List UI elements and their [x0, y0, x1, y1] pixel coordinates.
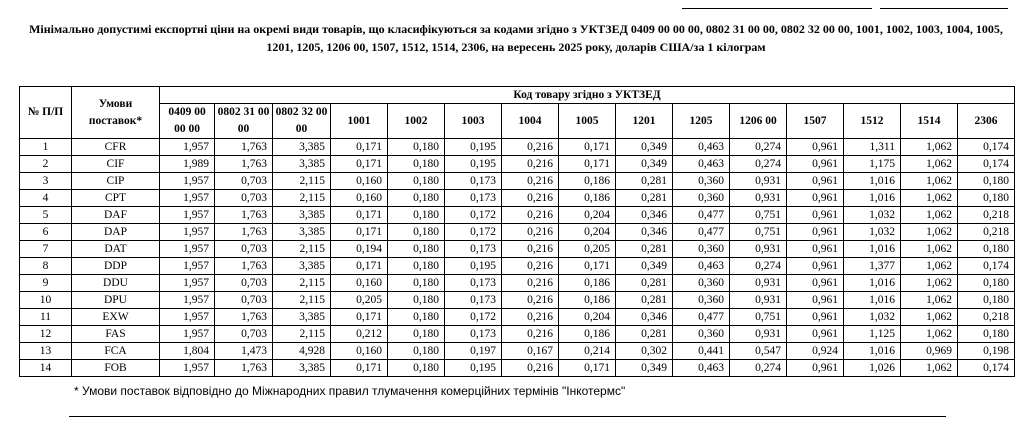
price-cell: 2,115 — [273, 173, 331, 190]
price-cell: 1,957 — [160, 241, 215, 258]
price-cell: 2,115 — [273, 241, 331, 258]
price-cell: 0,360 — [673, 326, 730, 343]
price-cell: 0,346 — [616, 309, 673, 326]
price-cell: 0,218 — [958, 309, 1015, 326]
price-cell: 0,703 — [215, 275, 273, 292]
price-cell: 0,281 — [616, 326, 673, 343]
row-number: 14 — [20, 360, 72, 377]
price-cell: 0,180 — [388, 190, 445, 207]
row-delivery-term: FCA — [72, 343, 160, 360]
price-cell: 0,171 — [559, 258, 616, 275]
price-cell: 0,349 — [616, 139, 673, 156]
price-cell: 0,216 — [502, 275, 559, 292]
table-row — [20, 360, 1015, 377]
header-code-6: 1004 — [502, 104, 559, 139]
header-code-8: 1201 — [616, 104, 673, 139]
price-cell: 1,016 — [844, 275, 901, 292]
price-cell: 0,703 — [215, 292, 273, 309]
price-cell: 0,167 — [502, 343, 559, 360]
table-row — [20, 156, 1015, 173]
row-number: 12 — [20, 326, 72, 343]
price-cell: 0,360 — [673, 292, 730, 309]
price-cell: 0,751 — [730, 207, 787, 224]
price-cell: 0,180 — [388, 275, 445, 292]
price-cell: 1,763 — [215, 224, 273, 241]
price-cell: 0,463 — [673, 258, 730, 275]
price-cell: 0,349 — [616, 156, 673, 173]
price-cell: 1,957 — [160, 275, 215, 292]
price-cell: 0,186 — [559, 190, 616, 207]
price-cell: 1,016 — [844, 292, 901, 309]
price-cell: 0,171 — [331, 224, 388, 241]
price-cell: 0,969 — [901, 343, 958, 360]
bottom-rule — [69, 416, 946, 417]
price-cell: 0,171 — [331, 156, 388, 173]
price-cell: 0,180 — [388, 139, 445, 156]
price-cell: 0,172 — [445, 309, 502, 326]
price-cell: 0,198 — [958, 343, 1015, 360]
price-cell: 1,032 — [844, 207, 901, 224]
price-cell: 2,115 — [273, 292, 331, 309]
price-cell: 0,931 — [730, 190, 787, 207]
price-cell: 0,172 — [445, 207, 502, 224]
price-cell: 1,032 — [844, 224, 901, 241]
price-cell: 0,180 — [388, 207, 445, 224]
row-delivery-term: CIF — [72, 156, 160, 173]
row-number: 4 — [20, 190, 72, 207]
price-cell: 0,171 — [559, 360, 616, 377]
price-cell: 0,477 — [673, 309, 730, 326]
price-cell: 0,173 — [445, 275, 502, 292]
row-delivery-term: EXW — [72, 309, 160, 326]
price-cell: 0,216 — [502, 292, 559, 309]
price-cell: 0,281 — [616, 292, 673, 309]
price-cell: 1,957 — [160, 207, 215, 224]
price-cell: 0,205 — [331, 292, 388, 309]
price-cell: 0,703 — [215, 241, 273, 258]
price-cell: 0,186 — [559, 173, 616, 190]
price-cell: 0,180 — [958, 275, 1015, 292]
price-cell: 0,180 — [388, 326, 445, 343]
header-code-1: 0802 31 00 00 — [215, 104, 273, 139]
price-cell: 1,311 — [844, 139, 901, 156]
price-cell: 0,216 — [502, 360, 559, 377]
footnote: * Умови поставок відповідно до Міжнародних правил тлумачення комерційних термінів "Інкотермс" — [74, 384, 626, 398]
price-cell: 0,302 — [616, 343, 673, 360]
header-code-4: 1002 — [388, 104, 445, 139]
header-code-11: 1507 — [787, 104, 844, 139]
price-cell: 0,186 — [559, 292, 616, 309]
price-cell: 0,216 — [502, 224, 559, 241]
price-cell: 0,195 — [445, 156, 502, 173]
price-cell: 1,032 — [844, 309, 901, 326]
row-number: 11 — [20, 309, 72, 326]
price-cell: 0,194 — [331, 241, 388, 258]
price-cell: 0,174 — [958, 258, 1015, 275]
price-cell: 0,360 — [673, 241, 730, 258]
price-cell: 0,195 — [445, 360, 502, 377]
price-cell: 3,385 — [273, 258, 331, 275]
price-cell: 0,924 — [787, 343, 844, 360]
price-cell: 0,173 — [445, 326, 502, 343]
row-number: 1 — [20, 139, 72, 156]
header-number: № П/П — [20, 87, 72, 139]
price-cell: 3,385 — [273, 224, 331, 241]
price-cell: 0,477 — [673, 207, 730, 224]
price-cell: 0,212 — [331, 326, 388, 343]
price-cell: 0,174 — [958, 139, 1015, 156]
table-body — [20, 139, 1015, 377]
price-cell: 0,171 — [331, 207, 388, 224]
signature-line-left — [682, 8, 872, 9]
price-cell: 1,957 — [160, 360, 215, 377]
price-cell: 0,961 — [787, 360, 844, 377]
price-cell: 3,385 — [273, 207, 331, 224]
table-row — [20, 275, 1015, 292]
price-cell: 0,180 — [958, 190, 1015, 207]
row-number: 9 — [20, 275, 72, 292]
price-cell: 0,463 — [673, 139, 730, 156]
row-delivery-term: FOB — [72, 360, 160, 377]
price-cell: 0,216 — [502, 173, 559, 190]
price-cell: 0,961 — [787, 241, 844, 258]
price-cell: 0,173 — [445, 292, 502, 309]
price-cell: 0,186 — [559, 275, 616, 292]
row-delivery-term: DAP — [72, 224, 160, 241]
price-cell: 0,174 — [958, 156, 1015, 173]
price-cell: 0,751 — [730, 224, 787, 241]
price-cell: 0,171 — [331, 309, 388, 326]
price-cell: 0,180 — [958, 173, 1015, 190]
header-code-5: 1003 — [445, 104, 502, 139]
header-code-9: 1205 — [673, 104, 730, 139]
price-cell: 0,463 — [673, 360, 730, 377]
table-row — [20, 207, 1015, 224]
price-cell: 0,931 — [730, 241, 787, 258]
price-cell: 0,441 — [673, 343, 730, 360]
price-cell: 2,115 — [273, 326, 331, 343]
price-cell: 0,216 — [502, 326, 559, 343]
header-code-0: 0409 00 00 00 — [160, 104, 215, 139]
row-delivery-term: CPT — [72, 190, 160, 207]
price-cell: 1,473 — [215, 343, 273, 360]
price-cell: 0,216 — [502, 241, 559, 258]
price-cell: 1,763 — [215, 360, 273, 377]
price-cell: 1,016 — [844, 241, 901, 258]
price-table — [19, 86, 1015, 377]
price-cell: 0,931 — [730, 275, 787, 292]
price-cell: 1,957 — [160, 173, 215, 190]
price-cell: 3,385 — [273, 309, 331, 326]
row-number: 6 — [20, 224, 72, 241]
price-cell: 0,281 — [616, 190, 673, 207]
price-cell: 1,062 — [901, 309, 958, 326]
price-cell: 0,180 — [388, 360, 445, 377]
signature-line-right — [880, 8, 1008, 9]
price-cell: 0,547 — [730, 343, 787, 360]
table-row — [20, 224, 1015, 241]
price-cell: 2,115 — [273, 275, 331, 292]
price-cell: 0,173 — [445, 190, 502, 207]
price-cell: 0,961 — [787, 258, 844, 275]
price-cell: 1,175 — [844, 156, 901, 173]
price-cell: 1,016 — [844, 343, 901, 360]
price-cell: 1,062 — [901, 190, 958, 207]
row-delivery-term: DDU — [72, 275, 160, 292]
price-cell: 0,703 — [215, 190, 273, 207]
price-cell: 0,180 — [388, 292, 445, 309]
price-cell: 4,928 — [273, 343, 331, 360]
row-number: 5 — [20, 207, 72, 224]
price-cell: 0,961 — [787, 292, 844, 309]
price-cell: 0,180 — [958, 326, 1015, 343]
price-cell: 1,016 — [844, 190, 901, 207]
price-cell: 0,961 — [787, 173, 844, 190]
price-cell: 3,385 — [273, 360, 331, 377]
price-cell: 0,172 — [445, 224, 502, 241]
header-code-2: 0802 32 00 00 — [273, 104, 331, 139]
header-code-3: 1001 — [331, 104, 388, 139]
price-cell: 0,171 — [559, 139, 616, 156]
price-cell: 0,180 — [388, 241, 445, 258]
table-row — [20, 241, 1015, 258]
price-cell: 1,763 — [215, 258, 273, 275]
price-cell: 3,385 — [273, 139, 331, 156]
table-row — [20, 173, 1015, 190]
price-cell: 0,171 — [331, 139, 388, 156]
price-cell: 0,180 — [958, 241, 1015, 258]
price-cell: 0,961 — [787, 275, 844, 292]
price-cell: 1,763 — [215, 139, 273, 156]
price-cell: 1,377 — [844, 258, 901, 275]
price-cell: 1,804 — [160, 343, 215, 360]
price-cell: 0,180 — [388, 224, 445, 241]
price-cell: 0,180 — [388, 343, 445, 360]
row-delivery-term: FAS — [72, 326, 160, 343]
price-cell: 1,763 — [215, 207, 273, 224]
price-cell: 1,062 — [901, 207, 958, 224]
price-cell: 0,961 — [787, 139, 844, 156]
price-cell: 0,931 — [730, 292, 787, 309]
price-cell: 1,062 — [901, 241, 958, 258]
price-cell: 0,160 — [331, 173, 388, 190]
price-cell: 0,180 — [388, 156, 445, 173]
price-cell: 0,961 — [787, 224, 844, 241]
row-number: 8 — [20, 258, 72, 275]
row-delivery-term: DDP — [72, 258, 160, 275]
price-cell: 0,216 — [502, 139, 559, 156]
price-cell: 1,062 — [901, 156, 958, 173]
header-code-13: 1514 — [901, 104, 958, 139]
price-cell: 0,346 — [616, 224, 673, 241]
price-cell: 0,703 — [215, 173, 273, 190]
price-cell: 0,205 — [559, 241, 616, 258]
price-cell: 1,957 — [160, 139, 215, 156]
price-cell: 0,180 — [388, 173, 445, 190]
price-cell: 0,216 — [502, 190, 559, 207]
price-cell: 0,216 — [502, 207, 559, 224]
price-cell: 1,016 — [844, 173, 901, 190]
price-cell: 0,160 — [331, 343, 388, 360]
price-cell: 1,125 — [844, 326, 901, 343]
price-cell: 0,346 — [616, 207, 673, 224]
price-cell: 0,360 — [673, 173, 730, 190]
price-cell: 0,961 — [787, 326, 844, 343]
price-cell: 0,216 — [502, 309, 559, 326]
price-cell: 0,186 — [559, 326, 616, 343]
header-product-code-group: Код товару згідно з УКТЗЕД — [160, 87, 1015, 104]
price-cell: 2,115 — [273, 190, 331, 207]
price-cell: 0,274 — [730, 139, 787, 156]
price-cell: 0,477 — [673, 224, 730, 241]
row-number: 7 — [20, 241, 72, 258]
price-cell: 0,204 — [559, 207, 616, 224]
row-delivery-term: DPU — [72, 292, 160, 309]
price-cell: 0,281 — [616, 173, 673, 190]
price-cell: 0,360 — [673, 275, 730, 292]
price-cell: 1,957 — [160, 190, 215, 207]
row-delivery-term: CIP — [72, 173, 160, 190]
price-cell: 1,957 — [160, 292, 215, 309]
price-cell: 0,703 — [215, 326, 273, 343]
price-cell: 0,360 — [673, 190, 730, 207]
price-cell: 0,961 — [787, 207, 844, 224]
price-cell: 0,931 — [730, 326, 787, 343]
price-cell: 0,349 — [616, 360, 673, 377]
price-cell: 1,957 — [160, 258, 215, 275]
row-delivery-term: DAT — [72, 241, 160, 258]
header-code-12: 1512 — [844, 104, 901, 139]
price-cell: 1,957 — [160, 326, 215, 343]
price-cell: 1,062 — [901, 326, 958, 343]
price-cell: 0,171 — [331, 258, 388, 275]
price-cell: 3,385 — [273, 156, 331, 173]
price-cell: 0,173 — [445, 241, 502, 258]
price-cell: 1,957 — [160, 309, 215, 326]
price-cell: 0,274 — [730, 258, 787, 275]
header-code-row — [20, 104, 1015, 139]
price-cell: 1,062 — [901, 139, 958, 156]
price-cell: 0,218 — [958, 207, 1015, 224]
price-cell: 0,349 — [616, 258, 673, 275]
price-cell: 1,763 — [215, 309, 273, 326]
price-cell: 0,751 — [730, 309, 787, 326]
price-cell: 0,281 — [616, 275, 673, 292]
price-cell: 0,274 — [730, 360, 787, 377]
price-cell: 0,195 — [445, 258, 502, 275]
table-row — [20, 139, 1015, 156]
price-cell: 1,062 — [901, 292, 958, 309]
price-cell: 0,197 — [445, 343, 502, 360]
price-cell: 0,171 — [331, 360, 388, 377]
price-cell: 1,763 — [215, 156, 273, 173]
price-cell: 0,174 — [958, 360, 1015, 377]
price-cell: 1,062 — [901, 173, 958, 190]
price-cell: 0,204 — [559, 309, 616, 326]
price-cell: 1,026 — [844, 360, 901, 377]
price-cell: 0,160 — [331, 190, 388, 207]
document-title: Мінімально допустимі експортні ціни на окремі види товарів, що класифікуються за кодами згідно з УКТЗЕД 0409 00 00 00, 0802 31 00 00, 0802 32 00 00, 1001, 1002, 1003, 1004, 1005, 1201, 1205, 1206 00, 1507, 1512, 1514, 2306, на вересень 2025 року, доларів США/за 1 кілограм — [29, 22, 1003, 54]
price-cell: 1,062 — [901, 258, 958, 275]
table-row — [20, 309, 1015, 326]
header-delivery-terms: Умови поставок* — [72, 87, 160, 139]
price-cell: 0,216 — [502, 258, 559, 275]
price-cell: 0,171 — [559, 156, 616, 173]
price-cell: 0,961 — [787, 156, 844, 173]
price-cell: 0,931 — [730, 173, 787, 190]
header-code-14: 2306 — [958, 104, 1015, 139]
price-cell: 0,214 — [559, 343, 616, 360]
price-cell: 0,160 — [331, 275, 388, 292]
price-cell: 1,957 — [160, 224, 215, 241]
price-cell: 1,062 — [901, 224, 958, 241]
row-delivery-term: DAF — [72, 207, 160, 224]
row-number: 13 — [20, 343, 72, 360]
price-cell: 0,281 — [616, 241, 673, 258]
price-cell: 1,062 — [901, 275, 958, 292]
row-delivery-term: CFR — [72, 139, 160, 156]
price-cell: 0,961 — [787, 190, 844, 207]
header-code-7: 1005 — [559, 104, 616, 139]
price-cell: 1,062 — [901, 360, 958, 377]
row-number: 10 — [20, 292, 72, 309]
price-cell: 0,274 — [730, 156, 787, 173]
price-cell: 0,216 — [502, 156, 559, 173]
price-cell: 0,195 — [445, 139, 502, 156]
price-cell: 0,218 — [958, 224, 1015, 241]
price-cell: 0,173 — [445, 173, 502, 190]
header-code-10: 1206 00 — [730, 104, 787, 139]
price-cell: 0,180 — [388, 258, 445, 275]
price-cell: 0,961 — [787, 309, 844, 326]
table-row — [20, 326, 1015, 343]
table-row — [20, 343, 1015, 360]
price-cell: 1,989 — [160, 156, 215, 173]
row-number: 2 — [20, 156, 72, 173]
row-number: 3 — [20, 173, 72, 190]
price-cell: 0,204 — [559, 224, 616, 241]
table-row — [20, 190, 1015, 207]
price-cell: 0,463 — [673, 156, 730, 173]
table-row — [20, 292, 1015, 309]
price-cell: 0,180 — [388, 309, 445, 326]
price-cell: 0,180 — [958, 292, 1015, 309]
table-row — [20, 258, 1015, 275]
